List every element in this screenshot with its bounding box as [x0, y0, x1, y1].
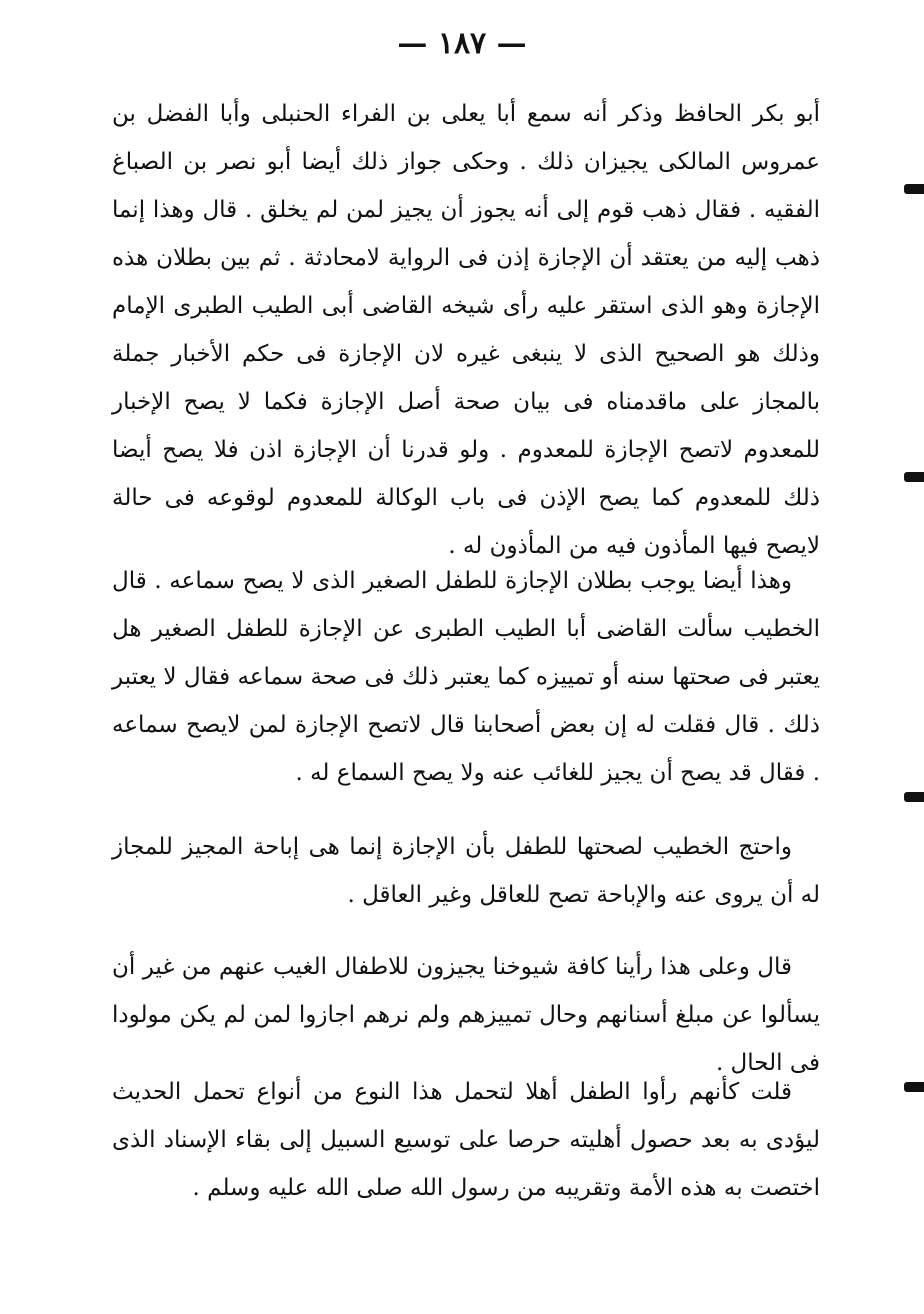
margin-mark — [904, 792, 924, 802]
paragraph-1: أبو بكر الحافظ وذكر أنه سمع أبا يعلى بن الفراء الحنبلى وأبا الفضل بن عمروس المالكى يجيزان ذلك . وحكى جواز ذلك أيضا أبو نصر بن الصباغ الفقيه . فقال ذهب قوم إلى أنه يجوز أن يجيز لمن لم يخلق . قال وهذا إنما ذهب إليه من يعتقد أن الإجازة إذن فى الرواية لامحادثة . ثم بين بطلان هذه الإجازة وهو الذى استقر عليه رأى شيخه القاضى أبى الطيب الطبرى الإمام وذلك هو الصحيح الذى لا ينبغى غيره لان الإجازة فى حكم الأخبار جملة بالمجاز على ماقدمناه فى بيان صحة أصل الإجازة فكما لا يصح الإخبار للمعدوم لاتصح الإجازة للمعدوم . ولو قدرنا أن الإجازة اذن فلا يصح أيضا ذلك للمعدوم كما يصح الإذن فى باب الوكالة للمعدوم لوقوعه فى حالة لايصح فيها المأذون فيه من المأذون له . — [112, 101, 820, 559]
paragraph-2: وهذا أيضا يوجب بطلان الإجازة للطفل الصغير الذى لا يصح سماعه . قال الخطيب سألت القاضى أبا الطيب الطبرى عن الإجازة للطفل الصغير هل يعتبر فى صحتها سنه أو تمييزه كما يعتبر ذلك فى صحة سماعه فقال لا يعتبر ذلك . قال فقلت له إن بعض أصحابنا قال لاتصح الإجازة لمن لايصح سماعه . فقال قد يصح أن يجيز للغائب عنه ولا يصح السماع له . — [112, 568, 820, 786]
page-number: — ١٨٧ — — [397, 26, 527, 61]
margin-mark — [904, 184, 924, 194]
paragraph-4: قال وعلى هذا رأينا كافة شيوخنا يجيزون للاطفال الغيب عنهم من غير أن يسألوا عن مبلغ أسنانهم وحال تمييزهم ولم نرهم اجازوا لمن لم يكن مولودا فى الحال . — [112, 954, 820, 1076]
margin-mark — [904, 472, 924, 482]
paragraph-5: قلت كأنهم رأوا الطفل أهلا لتحمل هذا النوع من أنواع تحمل الحديث ليؤدى به بعد حصول أهليته حرصا على توسيع السبيل إلى بقاء الإسناد الذى اختصت به هذه الأمة وتقريبه من رسول الله صلى الله عليه وسلم . — [112, 1079, 820, 1201]
margin-mark — [904, 1082, 924, 1092]
paragraph-3: واحتج الخطيب لصحتها للطفل بأن الإجازة إنما هى إباحة المجيز للمجاز له أن يروى عنه والإباحة تصح للعاقل وغير العاقل . — [112, 834, 820, 908]
